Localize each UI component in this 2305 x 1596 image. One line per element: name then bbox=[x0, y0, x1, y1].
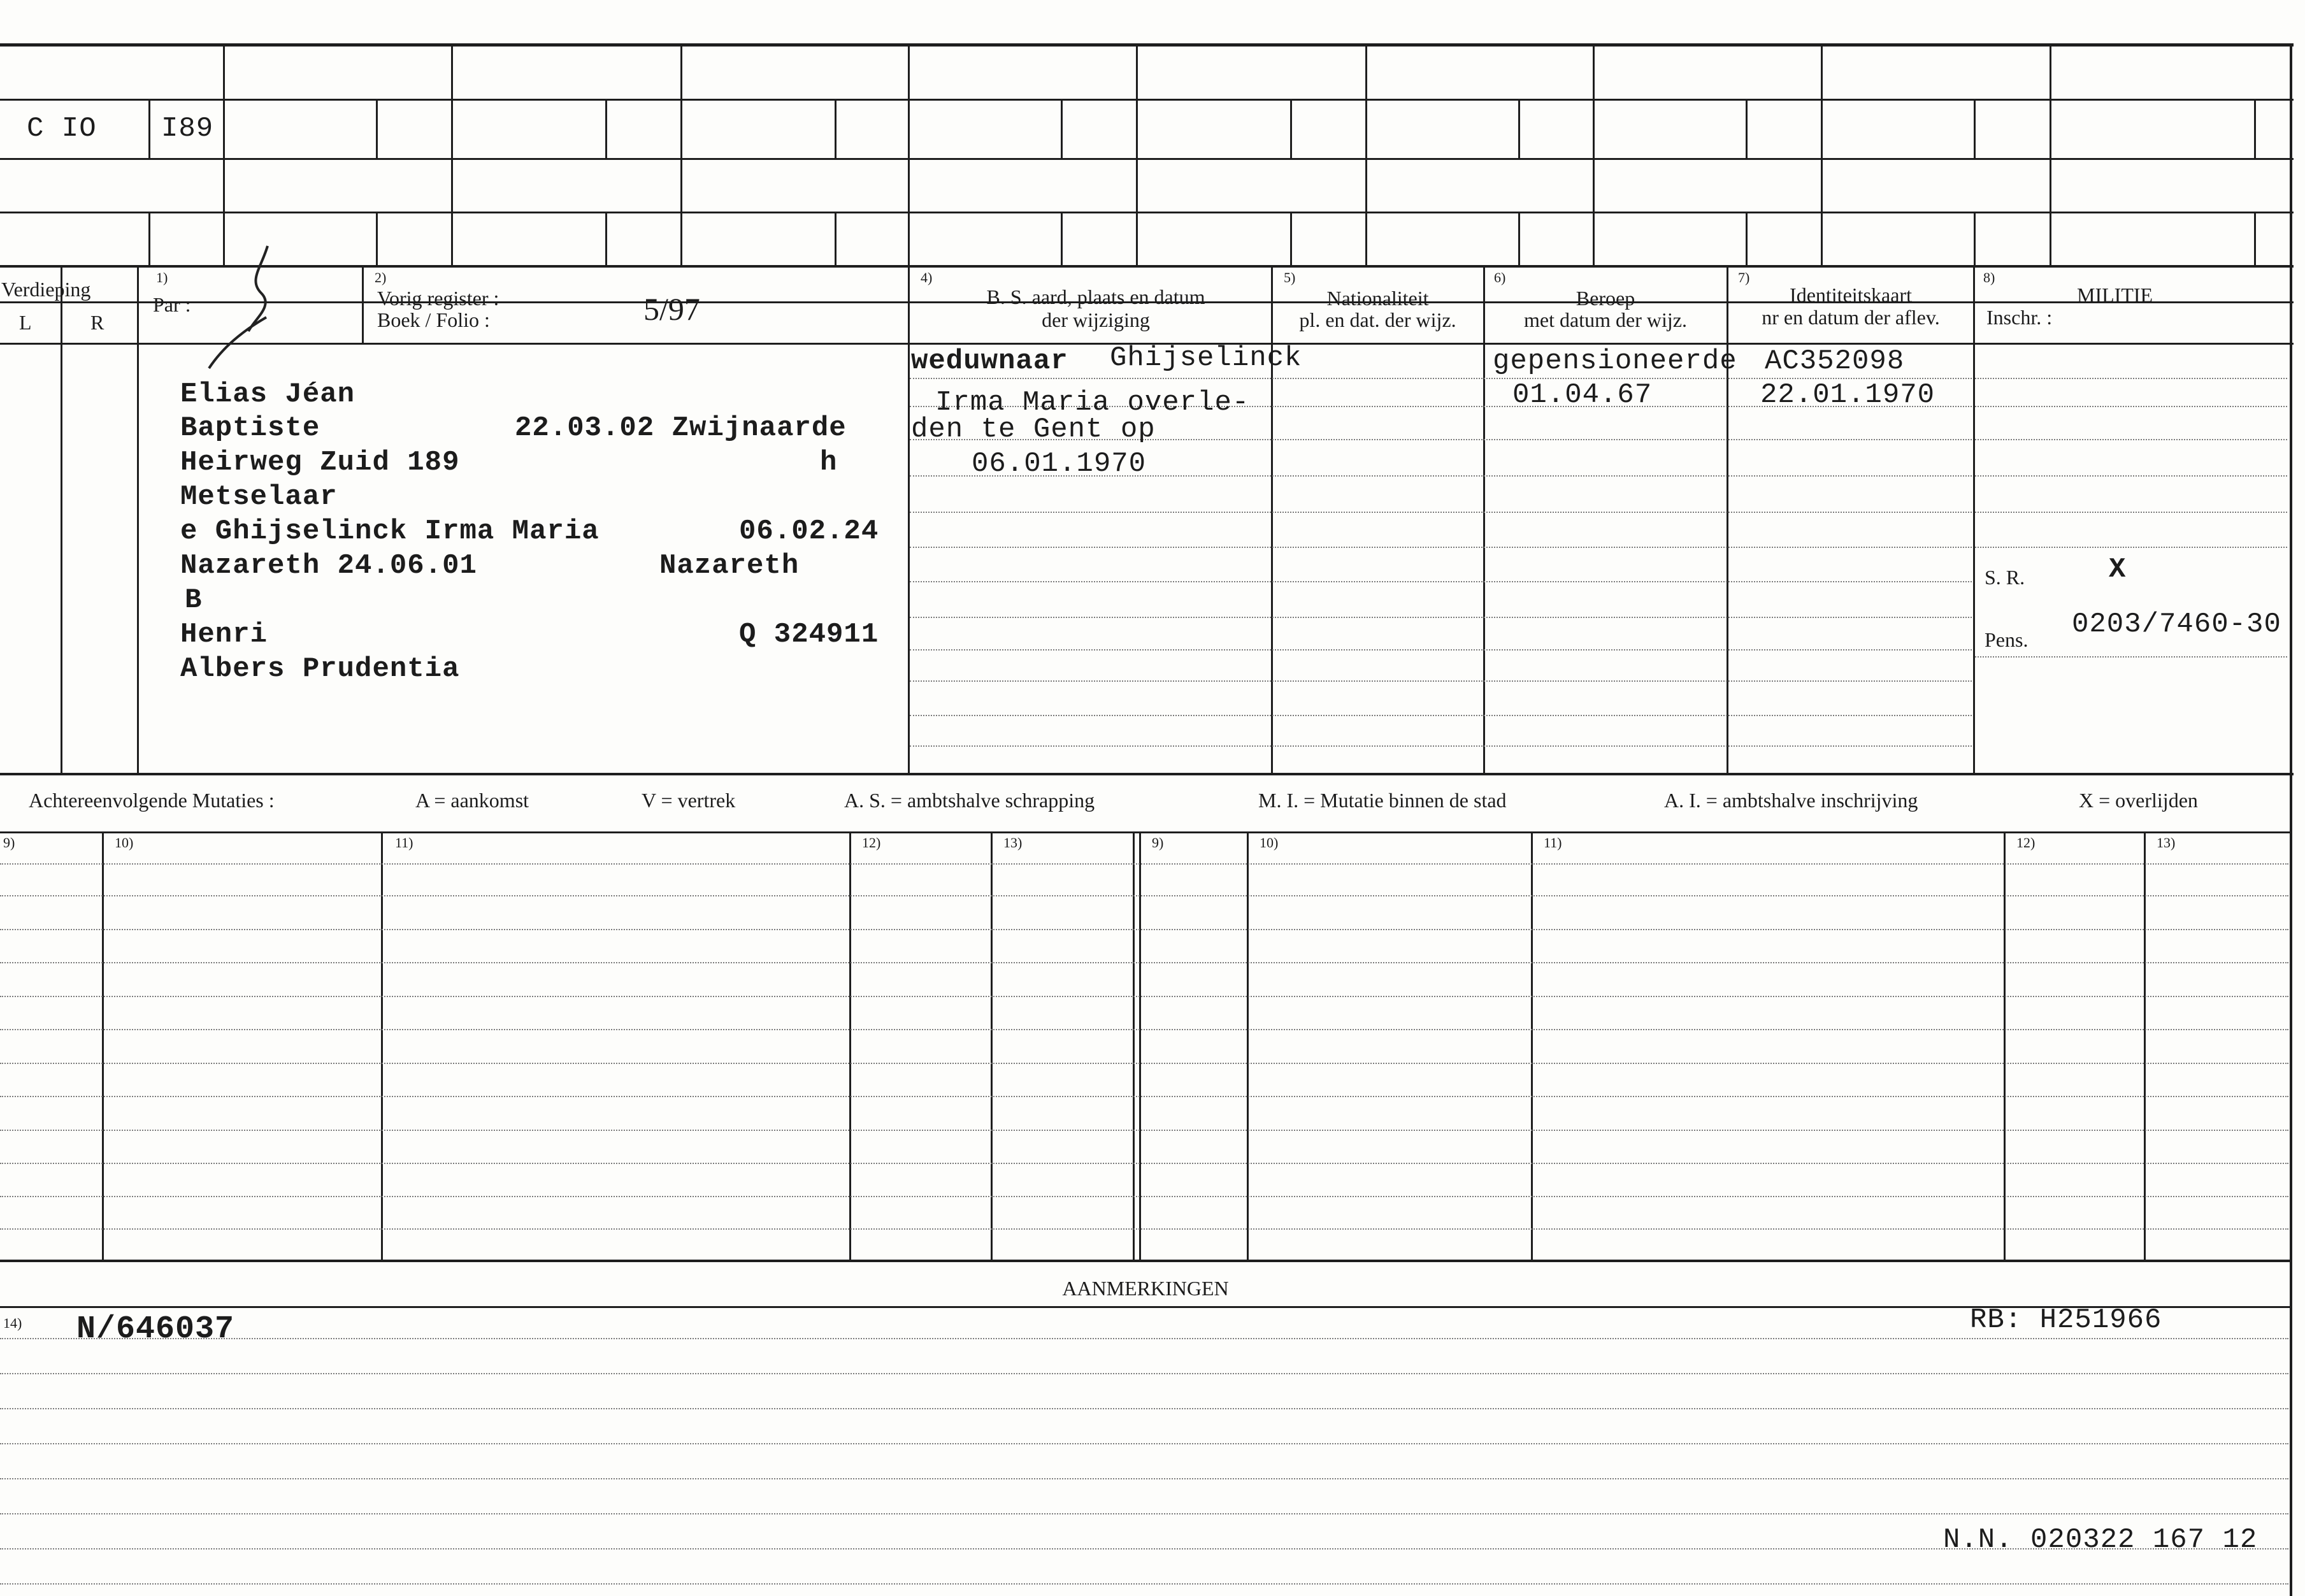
dotted-line bbox=[0, 1373, 2288, 1374]
mut-col-13: 13) bbox=[1003, 835, 1023, 851]
grid-vline bbox=[1593, 45, 1595, 268]
bs-line3: den te Gent op bbox=[911, 413, 1156, 445]
dotted-line bbox=[0, 1408, 2288, 1409]
dotted-line bbox=[910, 617, 1972, 618]
grid-vline bbox=[835, 101, 837, 158]
beroep-value: gepensioneerde bbox=[1493, 345, 1737, 377]
col-line bbox=[362, 268, 364, 343]
mutations-bottom bbox=[0, 1260, 2291, 1262]
dotted-line bbox=[0, 1130, 2288, 1131]
col-line bbox=[1727, 268, 1728, 774]
grid-line bbox=[0, 212, 2294, 213]
person-b: B bbox=[185, 584, 203, 616]
grid-vline bbox=[1746, 213, 1748, 266]
militie-inschr: Inschr. : bbox=[1986, 306, 2053, 329]
dotted-line bbox=[0, 996, 2288, 997]
grid-line bbox=[0, 158, 2294, 160]
vorig-num: 2) bbox=[375, 270, 387, 285]
bs-line1: weduwnaar bbox=[911, 345, 1068, 377]
grid-vline bbox=[1974, 213, 1976, 266]
mut-col-10b: 10) bbox=[1260, 835, 1279, 851]
dotted-line bbox=[910, 745, 1972, 747]
grid-vline bbox=[2254, 213, 2256, 266]
id-label: Identiteitskaart bbox=[1790, 284, 1912, 306]
grid-vline bbox=[605, 101, 607, 158]
par-num: 1) bbox=[156, 270, 168, 285]
dotted-line bbox=[0, 1163, 2288, 1164]
grid-vline bbox=[835, 213, 837, 266]
legend-x: X = overlijden bbox=[2079, 789, 2198, 812]
grid-vline bbox=[148, 101, 150, 158]
par-handmark bbox=[204, 242, 293, 370]
legend-as: A. S. = ambtshalve schrapping bbox=[844, 789, 1095, 812]
mutations-top bbox=[0, 831, 2291, 833]
col-line bbox=[61, 268, 62, 774]
id-num: 7) bbox=[1738, 270, 1750, 285]
dotted-line bbox=[910, 649, 1972, 651]
bs-line4: 06.01.1970 bbox=[972, 448, 1147, 480]
bs-line2: Irma Maria overle- bbox=[935, 387, 1250, 419]
verdieping-r: R bbox=[90, 311, 104, 334]
beroep-num: 6) bbox=[1494, 270, 1506, 285]
remarks-nn: N.N. 020322 167 12 bbox=[1943, 1524, 2258, 1556]
person-spouse-birth: Nazareth 24.06.01 bbox=[180, 550, 477, 582]
dotted-line bbox=[1975, 656, 2287, 658]
person-address-mark: h bbox=[820, 447, 838, 478]
pens-value: 0203/7460-30 bbox=[2072, 608, 2281, 640]
dotted-line bbox=[1975, 475, 2287, 477]
dotted-line bbox=[0, 1583, 2288, 1585]
dotted-line bbox=[0, 1478, 2288, 1479]
mut-col-13b: 13) bbox=[2157, 835, 2176, 851]
dotted-line bbox=[0, 1338, 2288, 1339]
grid-vline bbox=[1518, 213, 1520, 266]
dotted-line bbox=[0, 1443, 2288, 1444]
person-birth: 22.03.02 Zwijnaarde bbox=[515, 412, 847, 444]
dotted-line bbox=[0, 1029, 2288, 1030]
col-line bbox=[1483, 268, 1485, 774]
grid-vline bbox=[451, 45, 453, 268]
dotted-line bbox=[910, 512, 1972, 513]
mut-col-9: 9) bbox=[3, 835, 15, 851]
right-border bbox=[2290, 43, 2292, 1596]
sr-value: X bbox=[2109, 554, 2127, 586]
grid-vline bbox=[148, 213, 150, 266]
mut-col-12: 12) bbox=[862, 835, 881, 851]
remarks-top bbox=[0, 1306, 2291, 1308]
beroep-label: Beroep bbox=[1576, 287, 1635, 310]
bs-line1b: Ghijselinck bbox=[1110, 342, 1302, 374]
person-father: Henri bbox=[180, 619, 268, 651]
grid-vline bbox=[1518, 101, 1520, 158]
bs-label-2: der wijziging bbox=[1042, 308, 1150, 331]
person-spouse-date: 06.02.24 bbox=[739, 515, 879, 547]
grid-vline bbox=[1290, 101, 1292, 158]
dotted-line bbox=[1975, 547, 2287, 548]
folio-label: Boek / Folio : bbox=[377, 308, 490, 331]
dotted-line bbox=[1975, 512, 2287, 513]
person-firstname: Baptiste bbox=[180, 412, 320, 444]
grid-vline bbox=[605, 213, 607, 266]
legend-mi: M. I. = Mutatie binnen de stad bbox=[1258, 789, 1507, 812]
dotted-line bbox=[0, 1548, 2288, 1549]
grid-vline bbox=[1061, 213, 1063, 266]
grid-vline bbox=[223, 45, 225, 268]
vorig-label: Vorig register : bbox=[377, 287, 499, 310]
id-value: AC352098 bbox=[1765, 345, 1905, 377]
militie-num: 8) bbox=[1983, 270, 1995, 285]
pens-label: Pens. bbox=[1985, 628, 2029, 651]
nat-num: 5) bbox=[1284, 270, 1296, 285]
dotted-line bbox=[0, 929, 2288, 930]
dotted-line bbox=[910, 715, 1972, 716]
person-spouse-place: Nazareth bbox=[659, 550, 800, 582]
id-label-2: nr en datum der aflev. bbox=[1762, 306, 1940, 329]
dotted-line bbox=[1975, 406, 2287, 407]
person-spouse: e Ghijselinck Irma Maria bbox=[180, 515, 600, 547]
grid-vline bbox=[2050, 45, 2051, 268]
person-occupation: Metselaar bbox=[180, 481, 338, 513]
grid-vline bbox=[1821, 45, 1823, 268]
grid-vline bbox=[2254, 101, 2256, 158]
grid-vline bbox=[1746, 101, 1748, 158]
grid-vline bbox=[1061, 101, 1063, 158]
bs-num: 4) bbox=[921, 270, 933, 285]
house-number-cell: I89 bbox=[161, 113, 214, 145]
grid-vline bbox=[376, 213, 378, 266]
person-address: Heirweg Zuid 189 bbox=[180, 447, 460, 478]
mut-col-9b: 9) bbox=[1152, 835, 1164, 851]
dotted-line bbox=[0, 1513, 2288, 1514]
grid-vline bbox=[680, 45, 682, 268]
dotted-line bbox=[0, 1096, 2288, 1097]
remarks-rb: RB: H251966 bbox=[1970, 1304, 2162, 1336]
dotted-line bbox=[1975, 439, 2287, 440]
legend-title: Achtereenvolgende Mutaties : bbox=[29, 789, 275, 812]
dotted-line bbox=[0, 1063, 2288, 1064]
person-mother: Albers Prudentia bbox=[180, 653, 460, 685]
beroep-date: 01.04.67 bbox=[1512, 379, 1653, 411]
beroep-label-2: met datum der wijz. bbox=[1524, 308, 1687, 331]
dotted-line bbox=[0, 1228, 2288, 1230]
verdieping-label: Verdieping bbox=[1, 278, 91, 301]
id-date: 22.01.1970 bbox=[1760, 379, 1935, 411]
grid-vline bbox=[908, 45, 910, 268]
dotted-line bbox=[910, 581, 1972, 582]
grid-line bbox=[0, 99, 2294, 101]
militie-label: MILITIE bbox=[2077, 284, 2153, 306]
remarks-title: AANMERKINGEN bbox=[1062, 1277, 1229, 1300]
person-name: Elias Jéan bbox=[180, 378, 355, 410]
legend-v: V = vertrek bbox=[642, 789, 736, 812]
grid-vline bbox=[1974, 101, 1976, 158]
verdieping-l: L bbox=[19, 311, 32, 334]
code-cell: C IO bbox=[27, 113, 97, 145]
grid-vline bbox=[1365, 45, 1367, 268]
par-label: Par : bbox=[153, 293, 191, 316]
mut-col-12b: 12) bbox=[2016, 835, 2036, 851]
legend-ai: A. I. = ambtshalve inschrijving bbox=[1664, 789, 1918, 812]
remarks-value: N/646037 bbox=[76, 1311, 235, 1348]
nat-label-2: pl. en dat. der wijz. bbox=[1299, 308, 1456, 331]
grid-vline bbox=[376, 101, 378, 158]
main-section-bottom bbox=[0, 773, 2294, 775]
grid-line bbox=[0, 265, 2294, 268]
person-card: Q 324911 bbox=[739, 619, 879, 651]
top-border-line bbox=[0, 43, 2294, 47]
col-line bbox=[908, 268, 910, 774]
bs-label: B. S. aard, plaats en datum bbox=[986, 285, 1205, 308]
legend-a: A = aankomst bbox=[415, 789, 529, 812]
nat-label: Nationaliteit bbox=[1326, 287, 1429, 310]
col-line bbox=[137, 268, 139, 774]
dotted-line bbox=[910, 547, 1972, 548]
mut-col-11: 11) bbox=[395, 835, 413, 851]
dotted-line bbox=[0, 895, 2288, 896]
remarks-num: 14) bbox=[3, 1315, 22, 1331]
dotted-line bbox=[1975, 378, 2287, 379]
dotted-line bbox=[910, 680, 1972, 682]
grid-vline bbox=[1136, 45, 1138, 268]
col-line bbox=[1973, 268, 1975, 774]
dotted-line bbox=[0, 962, 2288, 963]
dotted-line bbox=[0, 1196, 2288, 1197]
folio-value: 5/97 bbox=[643, 291, 700, 327]
grid-vline bbox=[1290, 213, 1292, 266]
mut-col-10: 10) bbox=[115, 835, 134, 851]
mut-col-11b: 11) bbox=[1544, 835, 1562, 851]
dotted-line bbox=[0, 863, 2288, 865]
sr-label: S. R. bbox=[1985, 566, 2025, 589]
